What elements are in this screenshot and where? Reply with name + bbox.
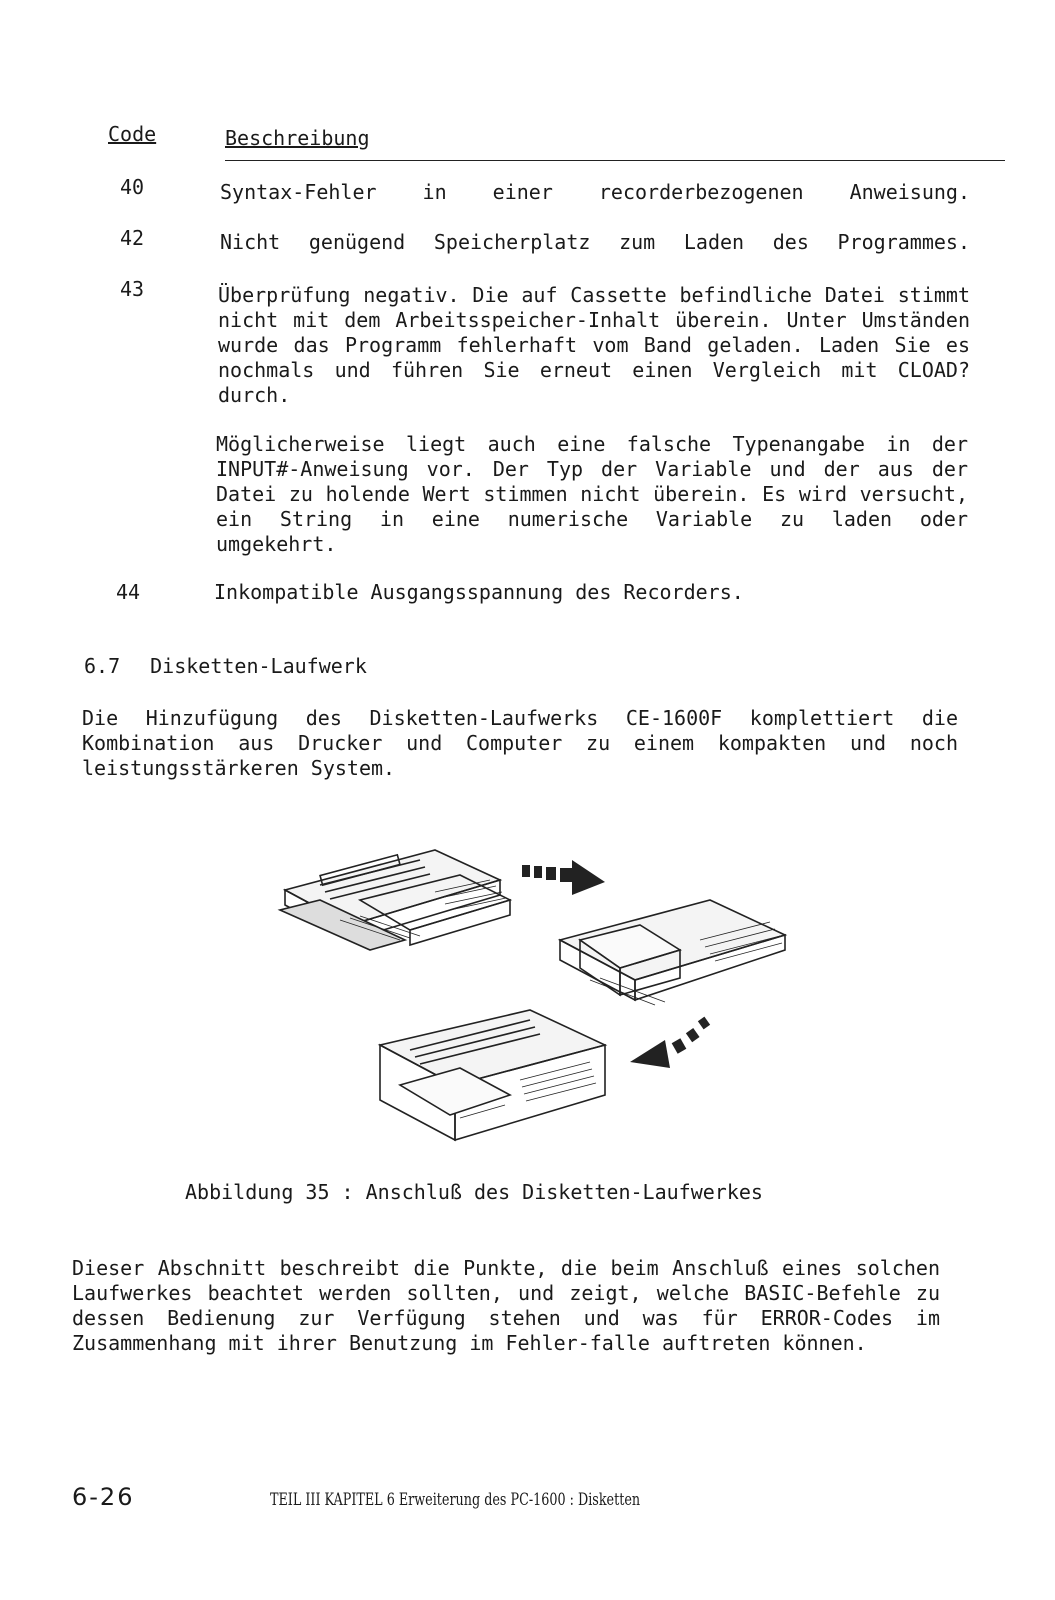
arrow-right-icon <box>522 860 605 895</box>
device-bottom-complete <box>380 1010 605 1140</box>
error-code: 42 <box>120 226 145 250</box>
disk-drive-illustration <box>260 840 820 1170</box>
error-code: 43 <box>120 277 145 301</box>
device-printer-computer <box>280 850 510 950</box>
error-description-continued: Möglicherweise liegt auch eine falsche Typenangabe in der INPUT#-Anweisung vor. Der Typ der Variable und der aus der Datei zu holende Wert stimmen nicht überein. Es wird versucht, ein String in eine numerische Variable zu laden oder umgekehrt. <box>216 432 968 556</box>
device-with-disk-drive <box>560 900 785 1005</box>
error-code: 44 <box>116 580 141 604</box>
header-rule <box>225 160 1005 161</box>
page-number: 6-26 <box>72 1483 135 1511</box>
figure-caption: Abbildung 35 : Anschluß des Disketten-Laufwerkes <box>185 1180 763 1204</box>
error-description: Überprüfung negativ. Die auf Cassette befindliche Datei stimmt nicht mit dem Arbeitsspeicher-Inhalt überein. Unter Umständen wurde das Programm fehlerhaft vom Band geladen. Laden Sie es nochmals und führen Sie erneut einen Vergleich mit CLOAD? durch. <box>218 283 970 407</box>
closing-paragraph: Dieser Abschnitt beschreibt die Punkte, die beim Anschluß eines solchen Laufwerkes beachtet werden sollten, und zeigt, welche BASIC-Befehle zu dessen Bedienung zur Verfügung stehen und was für ERROR-Codes im Zusammenhang mit ihrer Benutzung im Fehler-falle auftreten können. <box>72 1256 940 1355</box>
column-header-description: Beschreibung <box>225 126 370 150</box>
error-description: Syntax-Fehler in einer recorderbezogenen Anweisung. <box>220 180 970 204</box>
arrow-left-icon <box>630 1017 710 1068</box>
section-title: Disketten-Laufwerk <box>150 654 367 678</box>
section-number: 6.7 <box>84 654 121 678</box>
error-description: Inkompatible Ausgangsspannung des Recorders. <box>214 580 744 604</box>
running-footer: TEIL III KAPITEL 6 Erweiterung des PC-1600 : Disketten <box>270 1490 641 1510</box>
intro-paragraph: Die Hinzufügung des Disketten-Laufwerks CE-1600F komplettiert die Kombination aus Drucker und Computer zu einem kompakten und noch leistungsstärkeren System. <box>82 706 958 780</box>
error-code: 40 <box>120 175 145 199</box>
column-header-code: Code <box>108 122 157 146</box>
error-description: Nicht genügend Speicherplatz zum Laden des Programmes. <box>220 230 970 254</box>
section-heading <box>84 654 367 678</box>
